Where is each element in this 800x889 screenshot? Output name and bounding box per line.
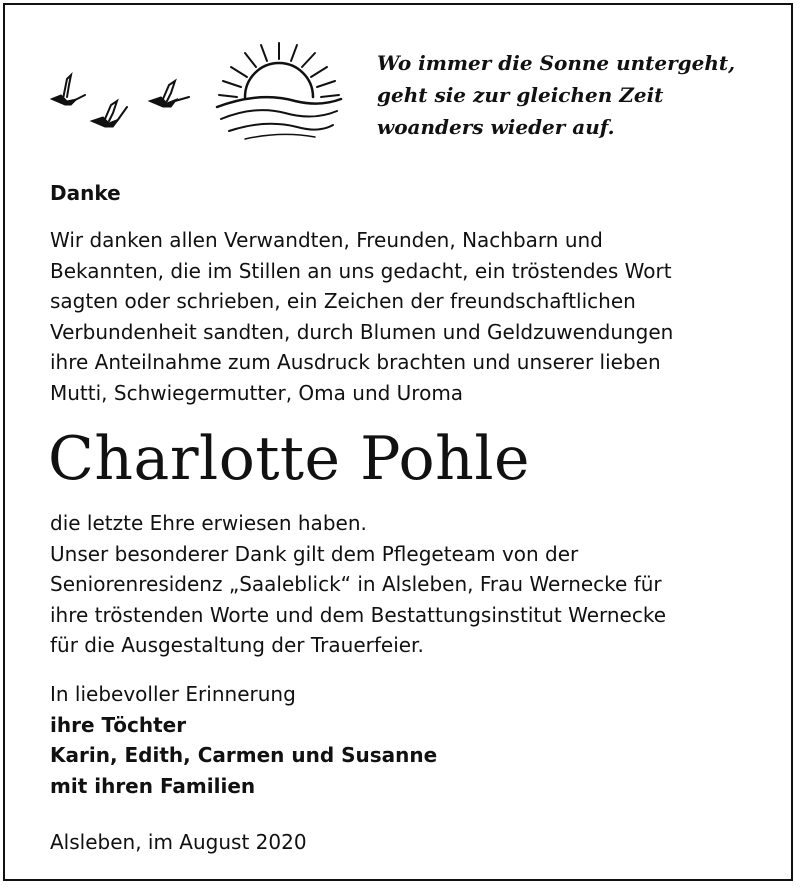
quote-line: geht sie zur gleichen Zeit: [377, 83, 664, 107]
deceased-name: Charlotte Pohle: [48, 424, 531, 494]
text-line: ihre tröstenden Worte und dem Bestattungsinstitut Wernecke: [50, 602, 667, 627]
text-line: Mutti, Schwiegermutter, Oma und Uroma: [50, 380, 464, 405]
text-line: Wir danken allen Verwandten, Freunden, Nachbarn und: [50, 228, 603, 252]
text-line: sagten oder schrieben, ein Zeichen der freundschaftlichen: [50, 289, 636, 314]
place-date: Alsleben, im August 2020: [50, 830, 307, 854]
quote-line: woanders wieder auf.: [377, 115, 615, 139]
sunset-icon: [217, 43, 341, 139]
flying-birds-icon: [51, 75, 189, 127]
closing-relation: ihre Töchter: [50, 712, 187, 737]
closing-names: Karin, Edith, Carmen und Susanne: [50, 743, 438, 768]
text-line: Bekannten, die im Stillen an uns gedacht, ein tröstendes Wort: [50, 258, 672, 283]
text-line: Verbundenheit sandten, durch Blumen und Geldzuwendungen: [50, 319, 674, 344]
closing-signature: [50, 679, 770, 801]
text-line: Seniorenresidenz „Saaleblick“ in Alsleben, Frau Wernecke für: [50, 572, 662, 597]
text-line: für die Ausgestaltung der Trauerfeier.: [50, 633, 424, 658]
text-line: Unser besonderer Dank gilt dem Pflegeteam von der: [50, 541, 579, 566]
notice-frame: [3, 3, 793, 881]
text-line: ihre Anteilnahme zum Ausdruck brachten und unserer lieben: [50, 350, 661, 375]
closing-intro: In liebevoller Erinnerung: [50, 682, 296, 706]
closing-families: mit ihren Familien: [50, 773, 256, 798]
motto-quote: [377, 47, 777, 143]
notice-heading: Danke: [50, 181, 121, 205]
illustration: [45, 35, 345, 145]
text-line: die letzte Ehre erwiesen haben.: [50, 511, 367, 535]
quote-line: Wo immer die Sonne untergeht,: [377, 51, 736, 75]
gratitude-paragraph: [50, 508, 770, 661]
thanks-paragraph: [50, 225, 770, 409]
